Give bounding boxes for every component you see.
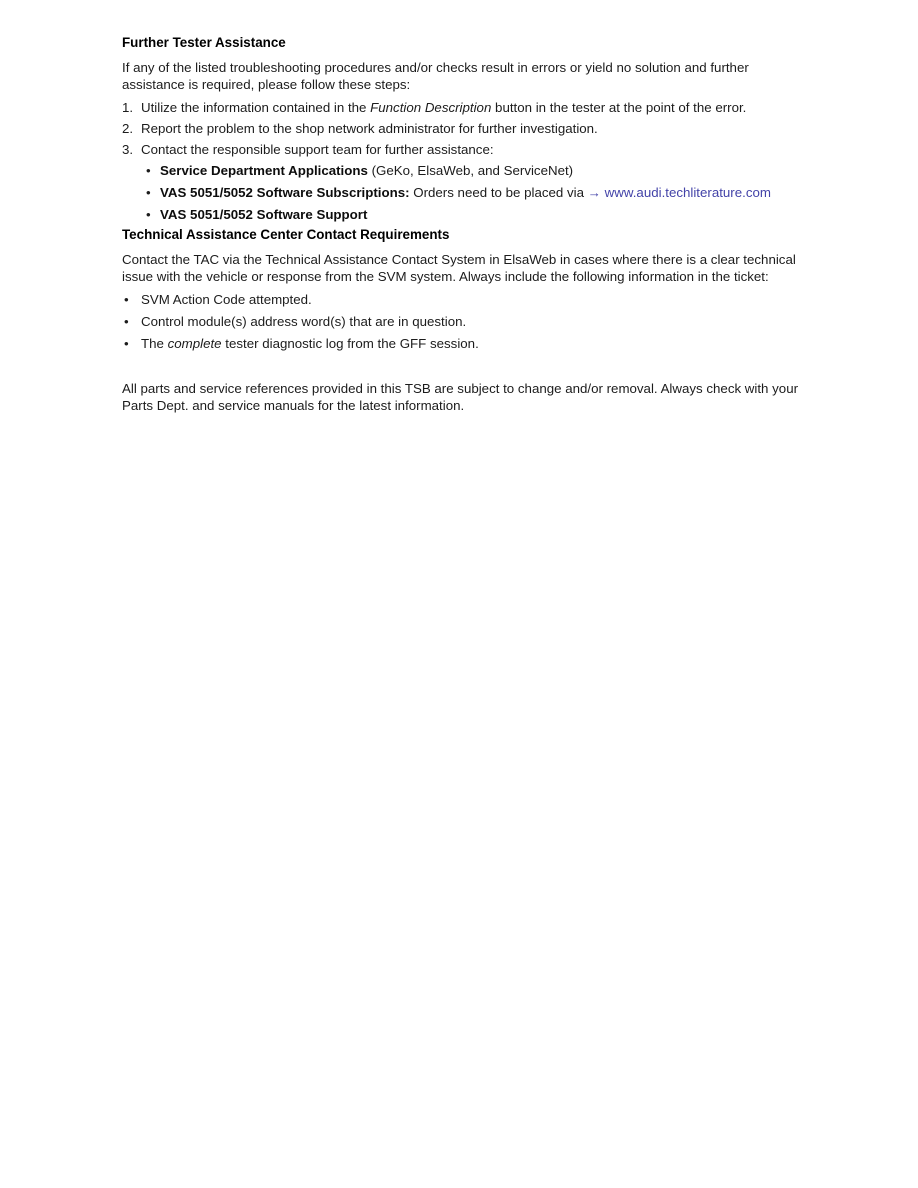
tac-intro: Contact the TAC via the Technical Assistance Contact System in ElsaWeb in cases where there is a clear technical issue with the vehicle or response from the SVM system. Always include the following information in the ticket: xyxy=(122,252,796,284)
ticket-item-run: SVM Action Code attempted. xyxy=(141,292,312,307)
step-text-italic: Function Description xyxy=(370,100,492,115)
bullet-icon: • xyxy=(146,163,151,178)
further-tester-heading: Further Tester Assistance xyxy=(122,35,286,50)
step-number: 1. xyxy=(122,100,134,115)
further-tester-intro: If any of the listed troubleshooting procedures and/or checks result in errors or yield no solution and further assistance is required, please follow these steps: xyxy=(122,60,749,92)
support-item-subscriptions xyxy=(146,184,804,201)
bullet-icon: • xyxy=(146,207,151,222)
support-item-run: Orders need to be placed via xyxy=(409,185,588,200)
ticket-item-control-modules xyxy=(122,313,804,330)
step-text xyxy=(141,120,804,137)
support-item-bold: Service Department Applications xyxy=(160,163,368,178)
support-item-text xyxy=(160,206,804,223)
step-item-1 xyxy=(122,99,804,116)
step-text-run: Contact the responsible support team for further assistance: xyxy=(141,142,494,157)
bullet-icon: • xyxy=(124,336,129,351)
ticket-item-run: Control module(s) address word(s) that are in question. xyxy=(141,314,467,329)
bullet-icon: • xyxy=(124,314,129,329)
bullet-icon: • xyxy=(146,185,151,200)
support-team-list xyxy=(146,162,804,223)
ticket-item-svm-code xyxy=(122,291,804,308)
step-item-3 xyxy=(122,141,804,158)
bullet-icon: • xyxy=(124,292,129,307)
document-content xyxy=(122,36,804,414)
step-text-run: Utilize the information contained in the xyxy=(141,100,371,115)
ticket-item-run: The xyxy=(141,336,168,351)
step-number: 3. xyxy=(122,142,134,157)
troubleshooting-steps-list xyxy=(122,99,804,158)
step-number: 2. xyxy=(122,121,134,136)
support-item-text xyxy=(160,162,804,179)
step-text xyxy=(141,99,804,116)
ticket-item-text xyxy=(141,335,804,352)
step-text-run: Report the problem to the shop network administrator for further investigation. xyxy=(141,121,598,136)
ticket-item-text xyxy=(141,313,804,330)
tac-ticket-list xyxy=(122,291,804,352)
tac-heading: Technical Assistance Center Contact Requirements xyxy=(122,227,450,242)
ticket-item-diagnostic-log xyxy=(122,335,804,352)
ticket-item-italic: complete xyxy=(167,336,222,351)
ticket-item-run: tester diagnostic log from the GFF session. xyxy=(221,336,479,351)
step-text xyxy=(141,141,804,158)
techliterature-link[interactable]: → www.audi.techliterature.com xyxy=(587,185,771,200)
support-item-service-dept xyxy=(146,162,804,179)
support-item-run: (GeKo, ElsaWeb, and ServiceNet) xyxy=(367,163,574,178)
support-item-bold: VAS 5051/5052 Software Support xyxy=(160,207,368,222)
step-text-run: button in the tester at the point of the error. xyxy=(491,100,747,115)
tsb-disclaimer: All parts and service references provided in this TSB are subject to change and/or removal. Always check with your Parts Dept. and service manuals for the latest information. xyxy=(122,381,799,413)
support-item-text xyxy=(160,184,804,201)
step-item-2 xyxy=(122,120,804,137)
support-item-software-support xyxy=(146,206,804,223)
ticket-item-text xyxy=(141,291,804,308)
support-item-bold: VAS 5051/5052 Software Subscriptions: xyxy=(160,185,410,200)
